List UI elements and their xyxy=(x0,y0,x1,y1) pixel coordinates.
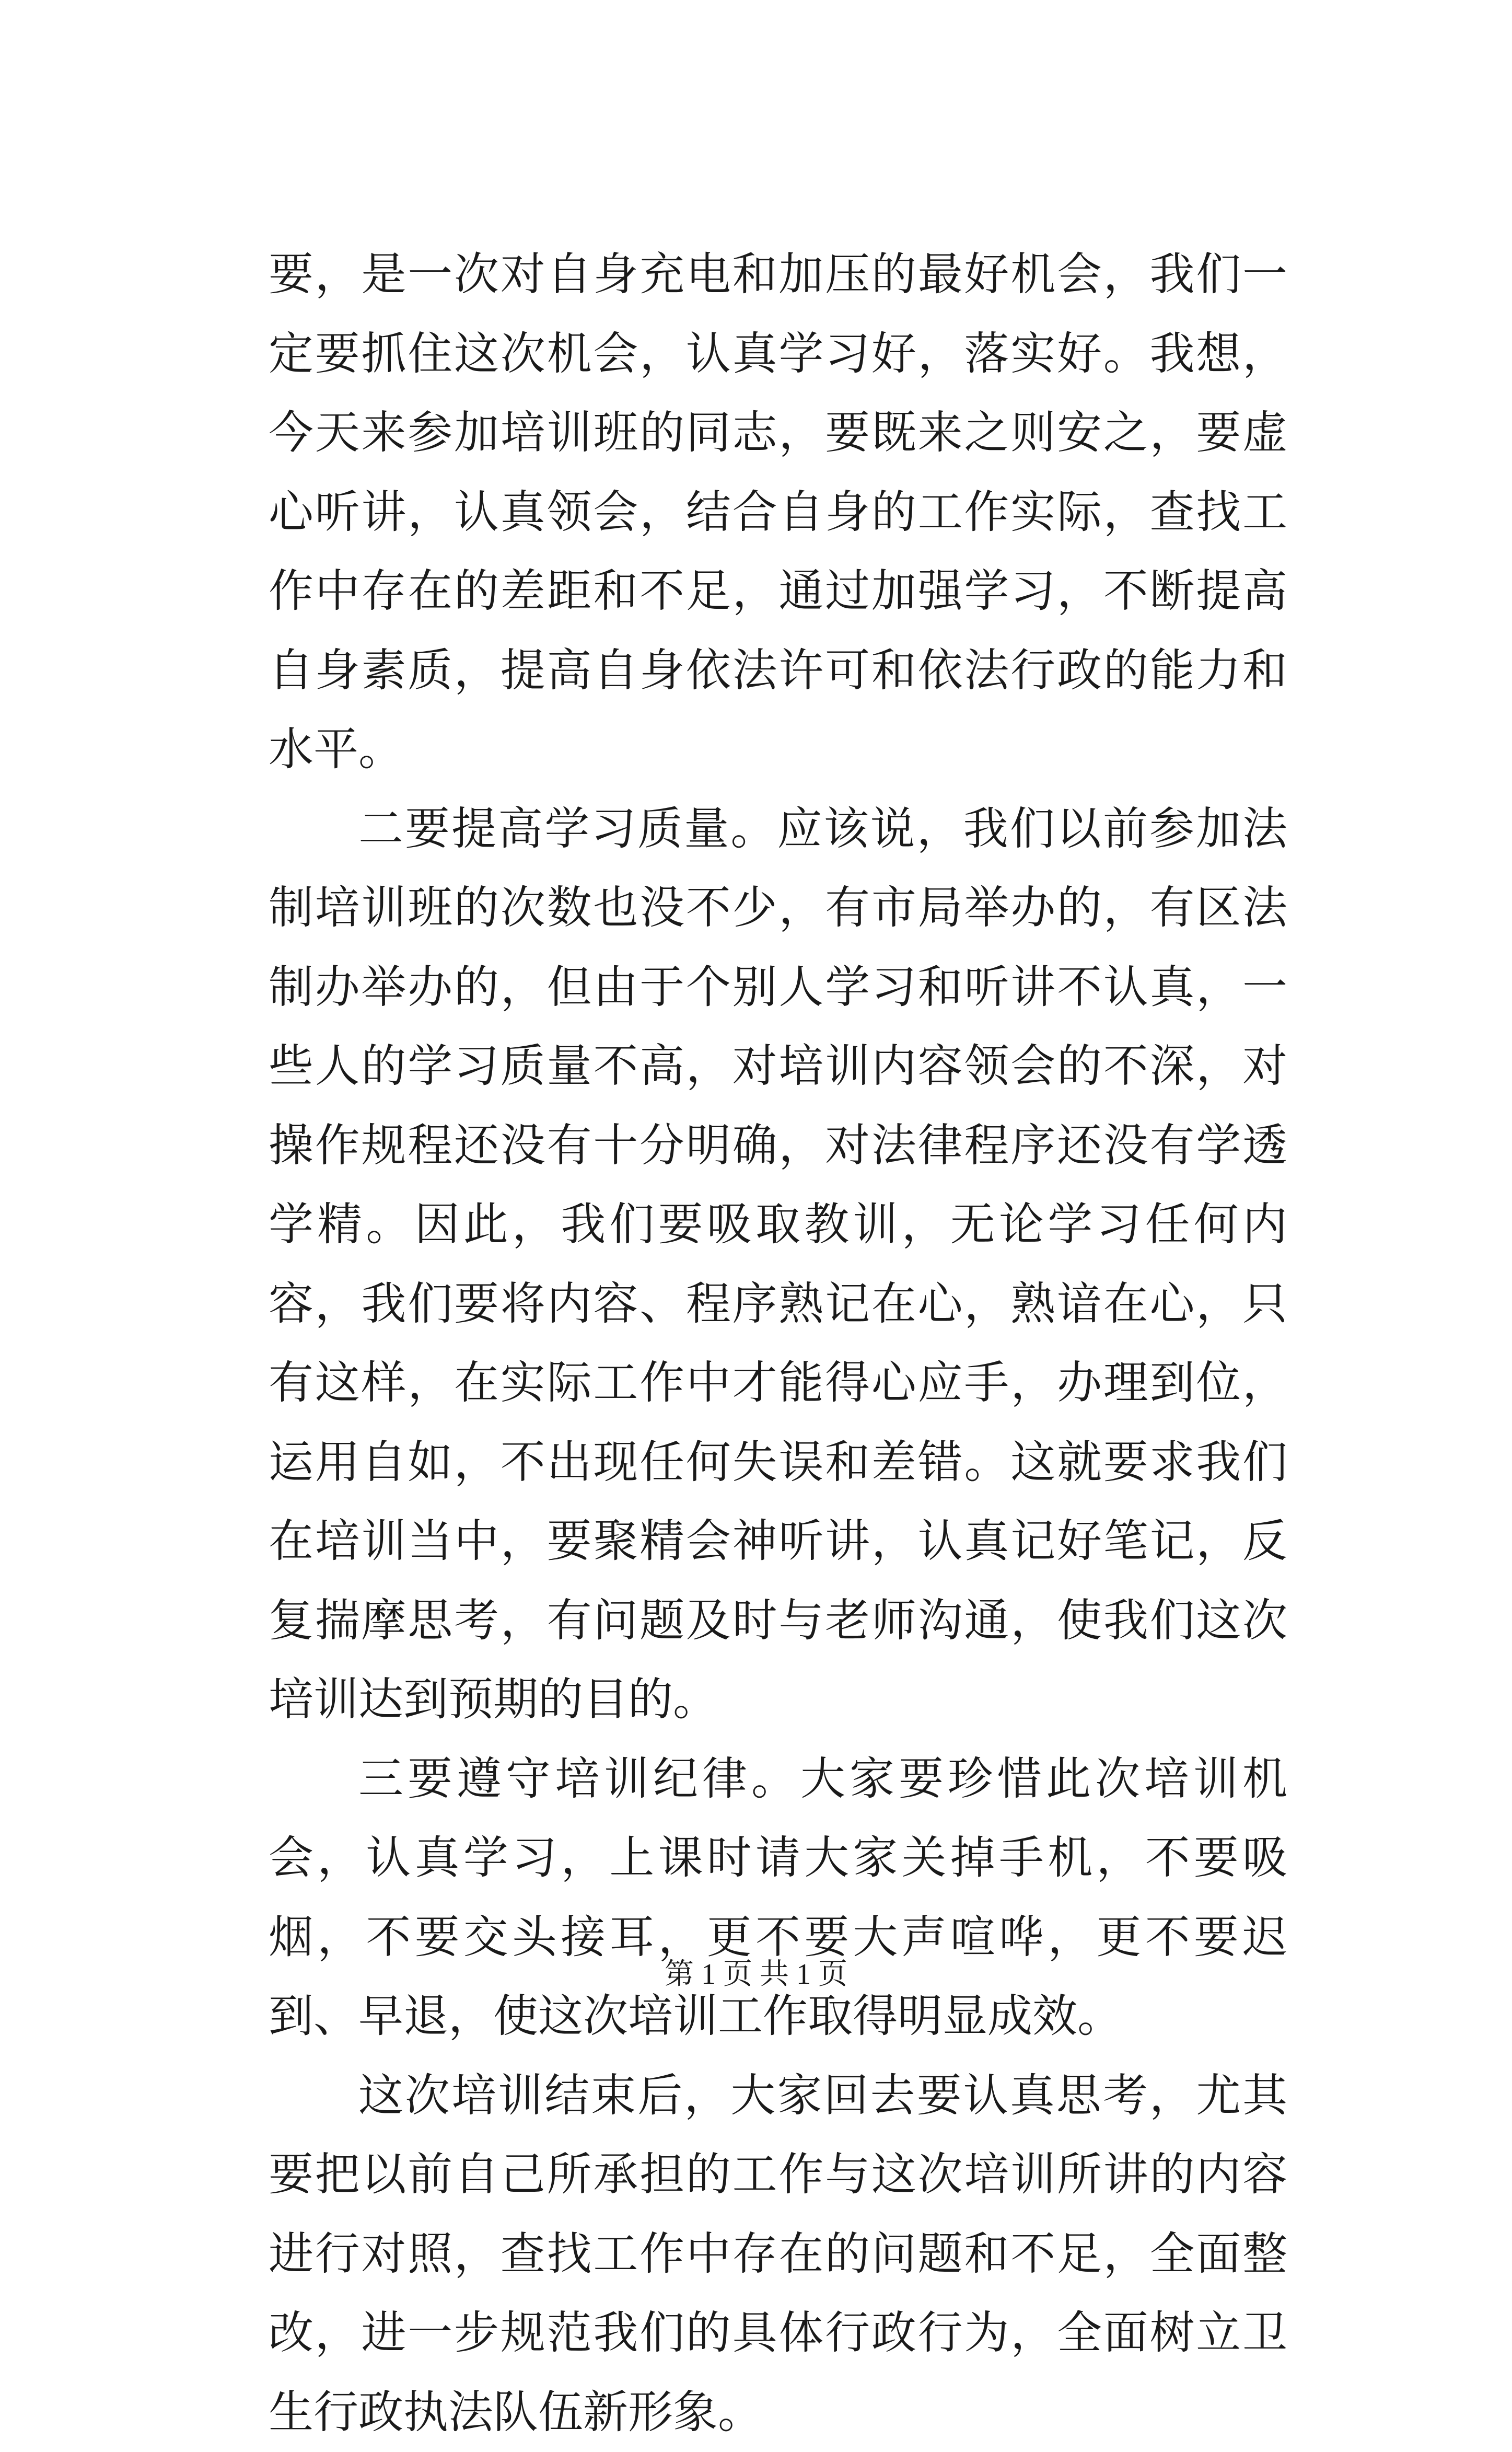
paragraph-4: 这次培训结束后，大家回去要认真思考，尤其要把以前自己所承担的工作与这次培训所讲的内容进行对照，查找工作中存在的问题和不足，全面整改，进一步规范我们的具体行政行为，全面树立卫生行政执法队伍新形象。 xyxy=(269,2056,1287,2452)
paragraph-1: 要，是一次对自身充电和加压的最好机会，我们一定要抓住这次机会，认真学习好，落实好。我想，今天来参加培训班的同志，要既来之则安之，要虚心听讲，认真领会，结合自身的工作实际，查找工作中存在的差距和不足，通过加强学习，不断提高自身素质，提高自身依法许可和依法行政的能力和水平。 xyxy=(269,235,1287,790)
paragraph-2: 二要提高学习质量。应该说，我们以前参加法制培训班的次数也没不少，有市局举办的，有区法制办举办的，但由于个别人学习和听讲不认真，一些人的学习质量不高，对培训内容领会的不深，对操作规程还没有十分明确，对法律程序还没有学透学精。因此，我们要吸取教训，无论学习任何内容，我们要将内容、程序熟记在心，熟谙在心，只有这样，在实际工作中才能得心应手，办理到位，运用自如，不出现任何失误和差错。这就要求我们在培训当中，要聚精会神听讲，认真记好笔记，反复揣摩思考，有问题及时与老师沟通，使我们这次培训达到预期的目的。 xyxy=(269,790,1287,1740)
paragraph-3: 三要遵守培训纪律。大家要珍惜此次培训机会，认真学习，上课时请大家关掉手机，不要吸烟，不要交头接耳，更不要大声喧哗，更不要迟到、早退，使这次培训工作取得明显成效。 xyxy=(269,1740,1287,2056)
page-number-label: 第 1 页 共 1 页 xyxy=(665,1958,847,1991)
page-footer xyxy=(0,1953,1512,1995)
document-body xyxy=(269,235,1287,2452)
